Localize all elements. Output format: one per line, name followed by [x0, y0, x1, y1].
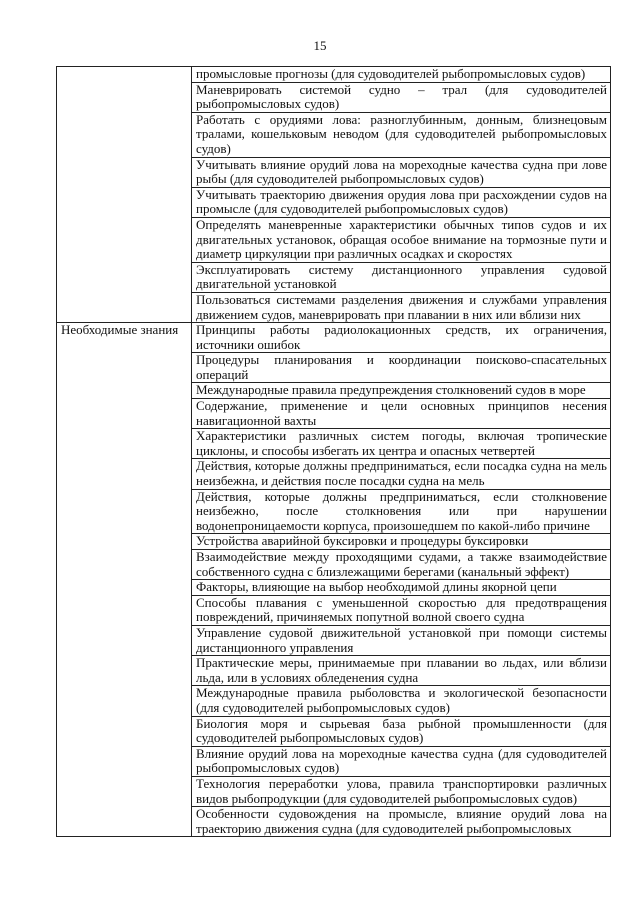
- table-cell: Учитывать влияние орудий лова на мореходные качества судна при лове рыбы (для судоводителей рыбопромысловых судов): [192, 157, 611, 187]
- table-cell: Международные правила предупреждения столкновений судов в море: [192, 383, 611, 399]
- table-cell: Содержание, применение и цели основных принципов несения навигационной вахты: [192, 399, 611, 429]
- table-cell: Характеристики различных систем погоды, включая тропические циклоны, и способы избегать их центра и опасных четвертей: [192, 429, 611, 459]
- table-cell: Процедуры планирования и координации поисково-спасательных операций: [192, 353, 611, 383]
- table-cell: Учитывать траекторию движения орудия лова при расхождении судов на промысле (для судоводителей рыбопромысловых судов): [192, 187, 611, 217]
- table-cell: Принципы работы радиолокационных средств, их ограничения, источники ошибок: [192, 323, 611, 353]
- table-cell: Устройства аварийной буксировки и процедуры буксировки: [192, 534, 611, 550]
- group-label-cell: [57, 323, 192, 837]
- table-cell: Международные правила рыболовства и экологической безопасности (для судоводителей рыбопромысловых судов): [192, 686, 611, 716]
- table-row: [57, 323, 611, 353]
- table-cell: Влияние орудий лова на мореходные качества судна (для судоводителей рыбопромысловых судов): [192, 746, 611, 776]
- table-cell: Управление судовой движительной установкой при помощи системы дистанционного управления: [192, 625, 611, 655]
- table-cell: промысловые прогнозы (для судоводителей рыбопромысловых судов): [192, 67, 611, 83]
- table-row: [57, 67, 611, 83]
- table-cell: Факторы, влияющие на выбор необходимой длины якорной цепи: [192, 580, 611, 596]
- table-cell: Работать с орудиями лова: разноглубинным, донным, близнецовым тралами, кошельковым неводом (для судоводителей рыбопромысловых судов): [192, 112, 611, 157]
- group-label: Необходимые знания: [61, 322, 179, 338]
- table-cell: Действия, которые должны предприниматься, если посадка судна на мель неизбежна, и действия после посадки судна на мель: [192, 459, 611, 489]
- table-cell: Особенности судовождения на промысле, влияние орудий лова на траекторию движения судна (для судоводителей рыбопромысловых: [192, 807, 611, 837]
- table-cell: Пользоваться системами разделения движения и службами управления движением судов, маневрировать при плавании в них или вблизи них: [192, 292, 611, 322]
- table-cell: Биология моря и сырьевая база рыбной промышленности (для судоводителей рыбопромысловых судов): [192, 716, 611, 746]
- table-cell: Маневрировать системой судно – трал (для судоводителей рыбопромысловых судов): [192, 82, 611, 112]
- table-cell: Технология переработки улова, правила транспортировки различных видов рыбопродукции (для судоводителей рыбопромысловых судов): [192, 776, 611, 806]
- table-cell: Способы плавания с уменьшенной скоростью для предотвращения повреждений, причиняемых попутной волной своего судна: [192, 595, 611, 625]
- table-cell: Эксплуатировать систему дистанционного управления судовой двигательной установкой: [192, 262, 611, 292]
- table-cell: Определять маневренные характеристики обычных типов судов и их двигательных установок, обращая особое внимание на тормозные пути и диаметр циркуляции при различных осадках и скоростях: [192, 217, 611, 262]
- table-cell: Взаимодействие между проходящими судами, а также взаимодействие собственного судна с близлежащими берегами (канальный эффект): [192, 550, 611, 580]
- competency-table: [56, 66, 611, 837]
- table-cell: Практические меры, принимаемые при плавании во льдах, или вблизи льда, или в условиях обледенения судна: [192, 656, 611, 686]
- group-label-cell: [57, 67, 192, 323]
- table-cell: Действия, которые должны предприниматься, если столкновение неизбежно, после столкновения или при нарушении водонепроницаемости корпуса, произошедшем по какой-либо причине: [192, 489, 611, 534]
- page-number: 15: [313, 38, 327, 53]
